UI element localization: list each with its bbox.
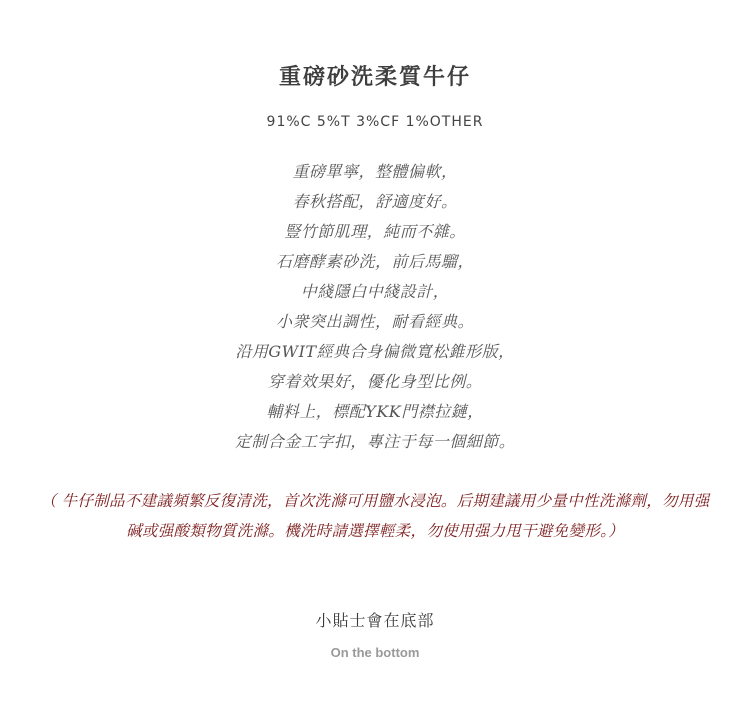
description-line: 定制合金工字扣，專注于每一個細節。 bbox=[234, 432, 516, 451]
description-line: 豎竹節肌理，純而不雜。 bbox=[284, 222, 466, 241]
description-line: 輔料上，標配YKK門襟拉鏈， bbox=[266, 402, 484, 421]
description-line: 春秋搭配，舒適度好。 bbox=[292, 192, 458, 211]
care-instructions: （ 牛仔制品不建議頻繁反復清洗，首次洗滌可用鹽水浸泡。后期建議用少量中性洗滌劑，勿用强碱或强酸類物質洗滌。機洗時請選擇輕柔，勿使用强力甩干避免變形。） bbox=[40, 492, 710, 540]
tips-heading-english: On the bottom bbox=[330, 645, 420, 660]
tips-heading-chinese: 小貼士會在底部 bbox=[315, 611, 435, 630]
product-title: 重磅砂洗柔質牛仔 bbox=[278, 64, 471, 90]
fabric-composition: 91%C 5%T 3%CF 1%OTHER bbox=[266, 114, 484, 130]
description-line: 穿着效果好，優化身型比例。 bbox=[267, 372, 483, 391]
description-line: 石磨酵素砂洗，前后馬騮， bbox=[275, 252, 474, 271]
description-line: 沿用GWIT經典合身偏微寬松錐形版， bbox=[235, 342, 515, 361]
description-line: 中綫隱白中綫設計， bbox=[300, 282, 450, 301]
description-line: 小衆突出調性，耐看經典。 bbox=[275, 312, 474, 331]
description-line: 重磅單寧，整體偏軟， bbox=[292, 162, 458, 181]
description-list bbox=[0, 157, 750, 457]
